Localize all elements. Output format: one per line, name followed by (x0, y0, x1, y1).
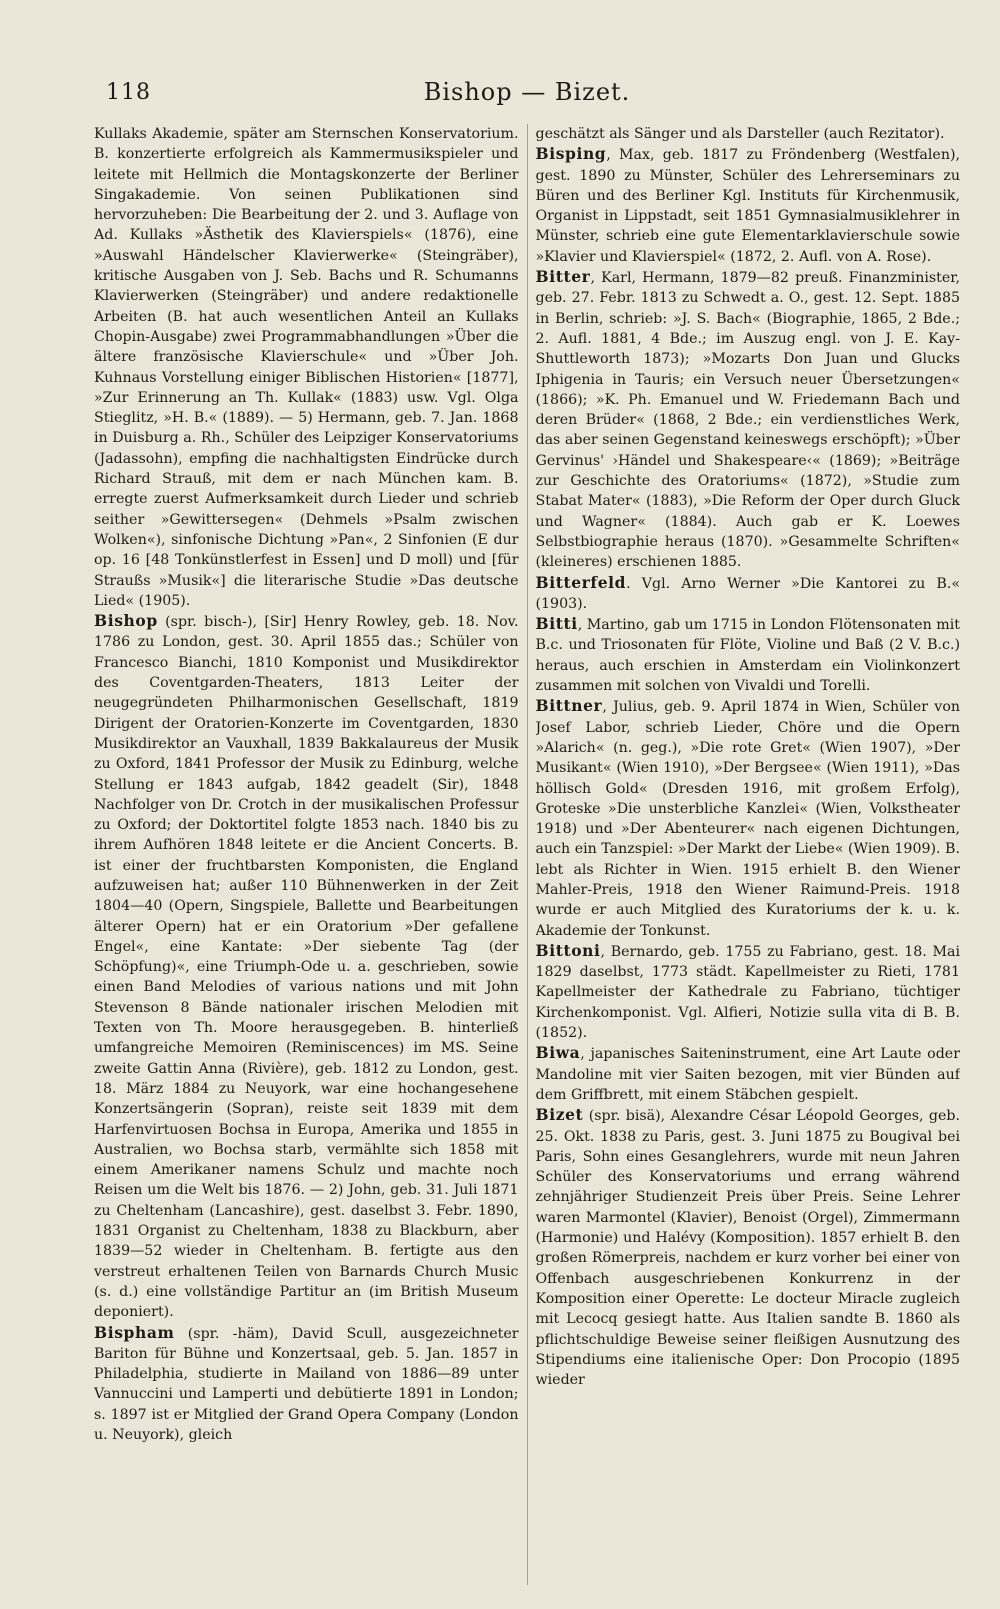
entry-headword: Bizet (535, 1105, 584, 1125)
dictionary-entry (536, 124, 961, 144)
dictionary-entry (94, 1323, 519, 1446)
entry-headword: Bispham (94, 1322, 175, 1342)
page-number: 118 (106, 80, 151, 105)
entry-headword: Bittoni (535, 940, 601, 960)
right-column (536, 124, 961, 1585)
dictionary-entry (536, 267, 961, 572)
running-title: Bishop — Bizet. (423, 78, 631, 106)
entry-headword: Bisping (535, 144, 607, 164)
entry-headword: Bitti (535, 614, 578, 634)
dictionary-entry (536, 941, 961, 1043)
entry-text: (spr. bisä), Alexandre César Léopold Georges, geb. 25. Okt. 1838 zu Paris, gest. 3. Juni 1875 zu Bougival bei Paris, Sohn eines Gesanglehrers, wurde mit neun Jahren Schüler des Konservatoriums und errang während zehnjähriger Studienzeit Preis über Preis. Seine Lehrer waren Marmontel (Klavier), Benoist (Orgel), Zimmermann (Harmonie) und Halévy (Komposition). 1857 erhielt B. den großen Römerpreis, nachdem er kurz vorher bei einer von Offenbach ausgeschriebenen Konkurrenz in der Komposition einer Operette: Le docteur Miracle zugleich mit Lecocq gesiegt hatte. Aus Italien sandte B. 1860 als pflichtschuldige Beweise seiner fleißigen Ausnutzung des Stipendiums eine italienische Oper: Don Procopio (1895 wieder (535, 1108, 960, 1389)
entry-text: , Martino, gab um 1715 in London Flötensonaten mit B.c. und Triosonaten für Flöte, Violine und Baß (2 V. B.c.) heraus, auch erschien in Amsterdam ein Violinkonzert zusammen mit solchen von Vivaldi und Torelli. (535, 617, 960, 695)
entry-text: , japanisches Saiteninstrument, eine Art Laute oder Mandoline mit vier Saiten bezogen, mit vier Bünden auf dem Griffbrett, mit einem Stäbchen gespielt. (535, 1046, 960, 1103)
entry-headword: Bishop (94, 611, 158, 631)
entry-text: . Vgl. Arno Werner »Die Kantorei zu B.« (1903). (535, 575, 960, 612)
dictionary-entry (94, 124, 519, 611)
page-header (94, 72, 960, 116)
entry-text: , Julius, geb. 9. April 1874 in Wien, Schüler von Josef Labor, schrieb Lieder, Chöre und die Opern »Alarich« (n. geg.), »Die rote Gret« (Wien 1907), »Der Musikant« (Wien 1910), »Der Bergsee« (Wien 1911), »Das höllisch Gold« (Dresden 1916, mit großem Erfolg), Groteske »Die unsterbliche Kanzlei« (Wien, Volkstheater 1918) und »Der Abenteurer« nach eigenen Dichtungen, auch ein Tanzspiel: »Der Markt der Liebe« (Wien 1909). B. lebt als Richter in Wien. 1915 erhielt B. den Wiener Mahler-Preis, 1918 den Wiener Raimund-Preis. 1918 wurde er auch Mitglied des Kuratoriums der k. u. k. Akademie der Tonkunst. (535, 699, 960, 939)
dictionary-entry (536, 1105, 961, 1390)
entry-headword: Bittner (535, 696, 603, 716)
dictionary-entry (536, 614, 961, 696)
text-columns (94, 124, 960, 1585)
entry-text: , Bernardo, geb. 1755 zu Fabriano, gest. 18. Mai 1829 daselbst, 1773 städt. Kapellmeister zu Rieti, 1781 Kapellmeister der Kathedrale zu Fabriano, tüchtiger Kirchenkomponist. Vgl. Alfieri, Notizie sulla vita di B. B. (1852). (535, 943, 960, 1042)
dictionary-entry (536, 696, 961, 941)
entry-text: , Max, geb. 1817 zu Fröndenberg (Westfalen), gest. 1890 zu Münster, Schüler des Lehrerseminars zu Büren und des Berliner Kgl. Instituts für Kirchenmusik, Organist in Lippstadt, seit 1851 Gymnasialmusiklehrer in Münster, schrieb eine gute Elementarklavierschule sowie »Klavier und Klavierspiel« (1872, 2. Aufl. von A. Rose). (535, 147, 960, 265)
dictionary-entry (536, 573, 961, 615)
entry-text: Kullaks Akademie, später am Sternschen Konservatorium. B. konzertierte erfolgreich als Kammermusikspieler und leitete mit Hellmich die Montagskonzerte der Berliner Singakademie. Von seinen Publikationen sind hervorzuheben: Die Bearbeitung der 2. und 3. Auflage von Ad. Kullaks »Ästhetik des Klavierspiels« (1876), eine »Auswahl Händelscher Klavierwerke« (Steingräber), kritische Ausgaben von J. Seb. Bachs und R. Schumanns Klavierwerken (Steingräber) und andere redaktionelle Arbeiten (B. hat auch wesentlichen Anteil an Kullaks Chopin-Ausgabe) zwei Programmabhandlungen »Über die ältere französische Klavierschule« und »Über Joh. Kuhnaus Vorstellung einiger Biblischen Historien« [1877], »Zur Erinnerung an Th. Kullak« (1883) usw. Vgl. Olga Stieglitz, »H. B.« (1889). — 5) Hermann, geb. 7. Jan. 1868 in Duisburg a. Rh., Schüler des Leipziger Konservatoriums (Jadassohn), empfing die nachhaltigsten Eindrücke durch Richard Strauß, mit dem er nach München kam. B. erregte zuerst Aufmerksamkeit durch Lieder und schrieb seither »Gewittersegen« (Dehmels »Psalm zwischen Wolken«), sinfonische Dichtung »Pan«, 2 Sinfonien (E dur op. 16 [48 Tonkünstlerfest in Essen] und D moll) und [für Straußs »Musik«] die literarische Studie »Das deutsche Lied« (1905). (94, 126, 519, 609)
dictionary-entry (536, 1043, 961, 1105)
entry-headword: Biwa (535, 1043, 581, 1063)
entry-text: geschätzt als Sänger und als Darsteller (auch Rezitator). (535, 126, 945, 142)
column-divider (527, 124, 528, 1585)
entry-text: (spr. -häm), David Scull, ausgezeichneter Bariton für Bühne und Konzertsaal, geb. 5. Jan. 1857 in Philadelphia, studierte in Mailand von 1886—89 unter Vannuccini und Lamperti und debütierte 1891 in London; s. 1897 ist er Mitglied der Grand Opera Company (London u. Neuyork), gleich (94, 1325, 519, 1443)
entry-text: (spr. bisch-), [Sir] Henry Rowley, geb. 18. Nov. 1786 zu London, gest. 30. April 1855 das.; Schüler von Francesco Bianchi, 1810 Komponist und Musikdirektor des Coventgarden-Theaters, 1813 Leiter der neugegründeten Philharmonischen Gesellschaft, 1819 Dirigent der Oratorien-Konzerte im Coventgarden, 1830 Musikdirektor an Vauxhall, 1839 Bakkalaureus der Musik zu Oxford, 1841 Professor der Musik zu Edinburg, welche Stellung er 1843 aufgab, 1842 geadelt (Sir), 1848 Nachfolger von Dr. Crotch in der musikalischen Professur zu Oxford; der Doktortitel folgte 1853 nach. 1840 bis zu ihrem Aufhören 1848 leitete er die Ancient Concerts. B. ist einer der fruchtbarsten Komponisten, die England aufzuweisen hat; außer 110 Bühnenwerken in der Zeit 1804—40 (Opern, Singspiele, Ballette und Bearbeitungen älterer Opern) hat er ein Oratorium »Der gefallene Engel«, eine Kantate: »Der siebente Tag (der Schöpfung)«, eine Triumph-Ode u. a. geschrieben, sowie einen Band Melodies of various nations und mit John Stevenson 8 Bände nationaler irischen Melodien mit Texten von Th. Moore herausgegeben. B. hinterließ umfangreiche Memoiren (Reminiscences) im MS. Seine zweite Gattin Anna (Rivière), geb. 1812 zu London, gest. 18. März 1884 zu Neuyork, war eine hochangesehene Konzertsängerin (Sopran), reiste seit 1839 mit dem Harfenvirtuosen Bochsa in Europa, Amerika und 1855 in Australien, wo Bochsa starb, vermählte sich 1858 mit einem Amerikaner namens Schulz und machte noch Reisen um die Welt bis 1876. — 2) John, geb. 31. Juli 1871 zu Cheltenham (Lancashire), gest. daselbst 3. Febr. 1890, 1831 Organist zu Cheltenham, 1838 zu Blackburn, aber 1839—52 wieder in Cheltenham. B. fertigte aus den verstreut erhaltenen Teilen von Barnards Church Music (s. d.) eine vollständige Partitur an (im British Museum deponiert). (94, 614, 519, 1321)
entry-headword: Bitterfeld (535, 572, 627, 592)
entry-headword: Bitter (535, 267, 591, 287)
entry-text: , Karl, Hermann, 1879—82 preuß. Finanzminister, geb. 27. Febr. 1813 zu Schwedt a. O., gest. 12. Sept. 1885 in Berlin, schrieb: »J. S. Bach« (Biographie, 1865, 2 Bde.; 2. Aufl. 1881, 4 Bde.; im Auszug engl. von J. E. Kay-Shuttleworth 1873); »Mozarts Don Juan und Glucks Iphigenia in Tauris; ein Versuch neuer Übersetzungen« (1866); »K. Ph. Emanuel und W. Friedemann Bach und deren Brüder« (1868, 2 Bde.; ein verdienstliches Werk, das aber seinen Gegenstand keineswegs erschöpft); »Über Gervinus' ›Händel und Shakespeare‹« (1869); »Beiträge zur Geschichte des Oratoriums« (1872), »Studie zum Stabat Mater« (1883), »Die Reform der Oper durch Gluck und Wagner« (1884). Auch gab er K. Loewes Selbstbiographie heraus (1870). »Gesammelte Schriften« (kleineres) erschienen 1885. (535, 270, 960, 571)
dictionary-entry (94, 611, 519, 1322)
left-column (94, 124, 519, 1585)
dictionary-entry (536, 144, 961, 267)
